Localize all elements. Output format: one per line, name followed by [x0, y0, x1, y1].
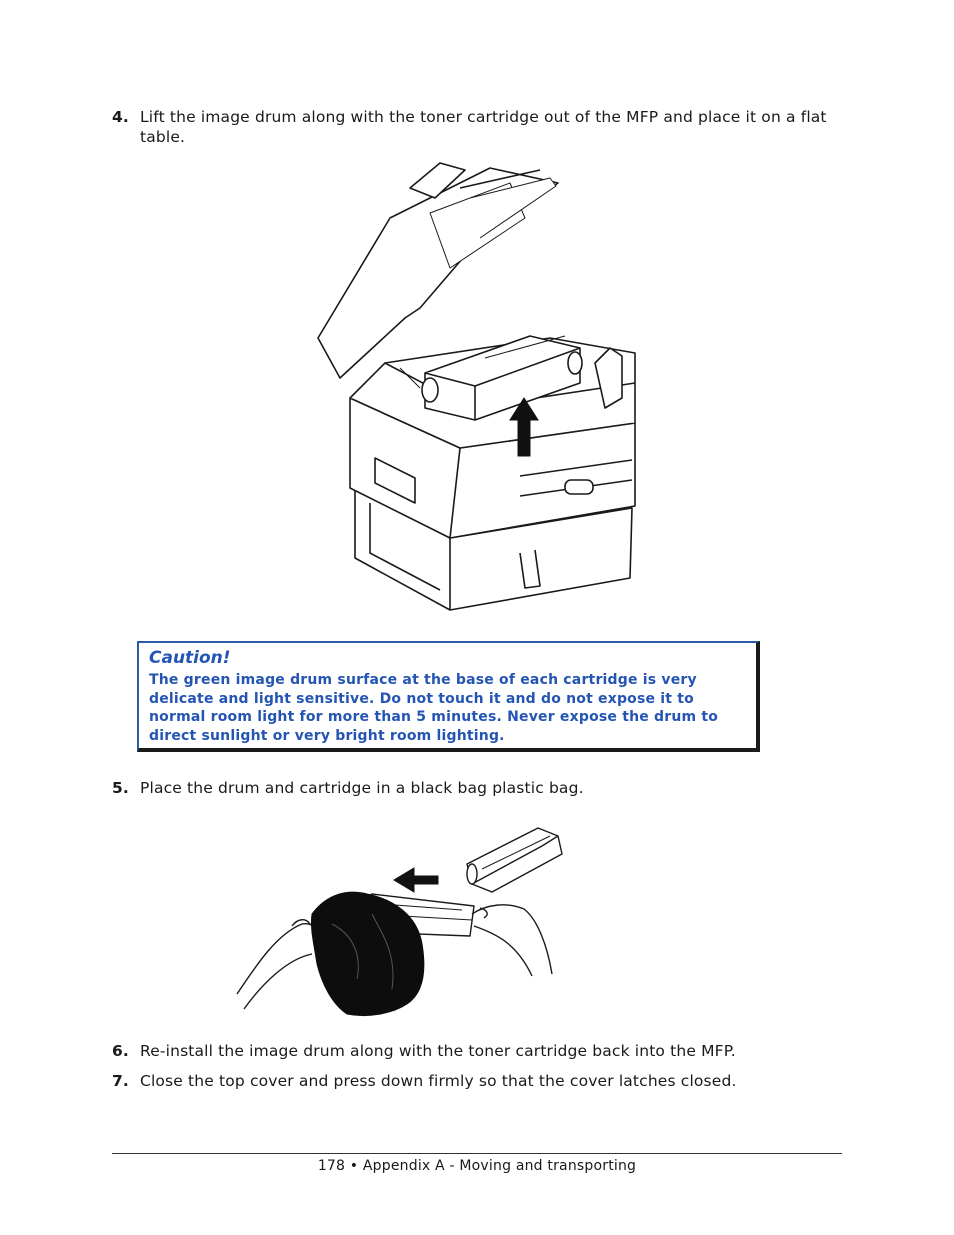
mfp-drum-removal-illustration [310, 158, 644, 612]
step-4 [112, 107, 842, 149]
step-number: 7. [112, 1072, 129, 1090]
step-6 [112, 1041, 842, 1063]
step-text: Re-install the image drum along with the toner cartridge back into the MFP. [140, 1042, 736, 1060]
footer-divider [112, 1153, 842, 1154]
caution-text: The green image drum surface at the base of each cartridge is very delicate and light sensitive. Do not touch it and do not expose it to normal room light for more than 5 minutes. Never expose the drum to direct sunlight or very bright room lighting. [149, 672, 719, 744]
caution-box [137, 641, 760, 752]
step-number: 4. [112, 108, 129, 126]
step-5 [112, 778, 842, 800]
step-text: Lift the image drum along with the toner cartridge out of the MFP and place it on a flat table. [140, 108, 827, 146]
step-text: Place the drum and cartridge in a black bag plastic bag. [140, 779, 584, 797]
page-footer: 178 • Appendix A - Moving and transporting [317, 1158, 637, 1174]
step-number: 6. [112, 1042, 129, 1060]
caution-title: Caution! [149, 648, 231, 668]
step-text: Close the top cover and press down firmly so that the cover latches closed. [140, 1072, 737, 1090]
step-number: 5. [112, 779, 129, 797]
bagging-drum-illustration [232, 814, 566, 1020]
step-7 [112, 1071, 842, 1093]
